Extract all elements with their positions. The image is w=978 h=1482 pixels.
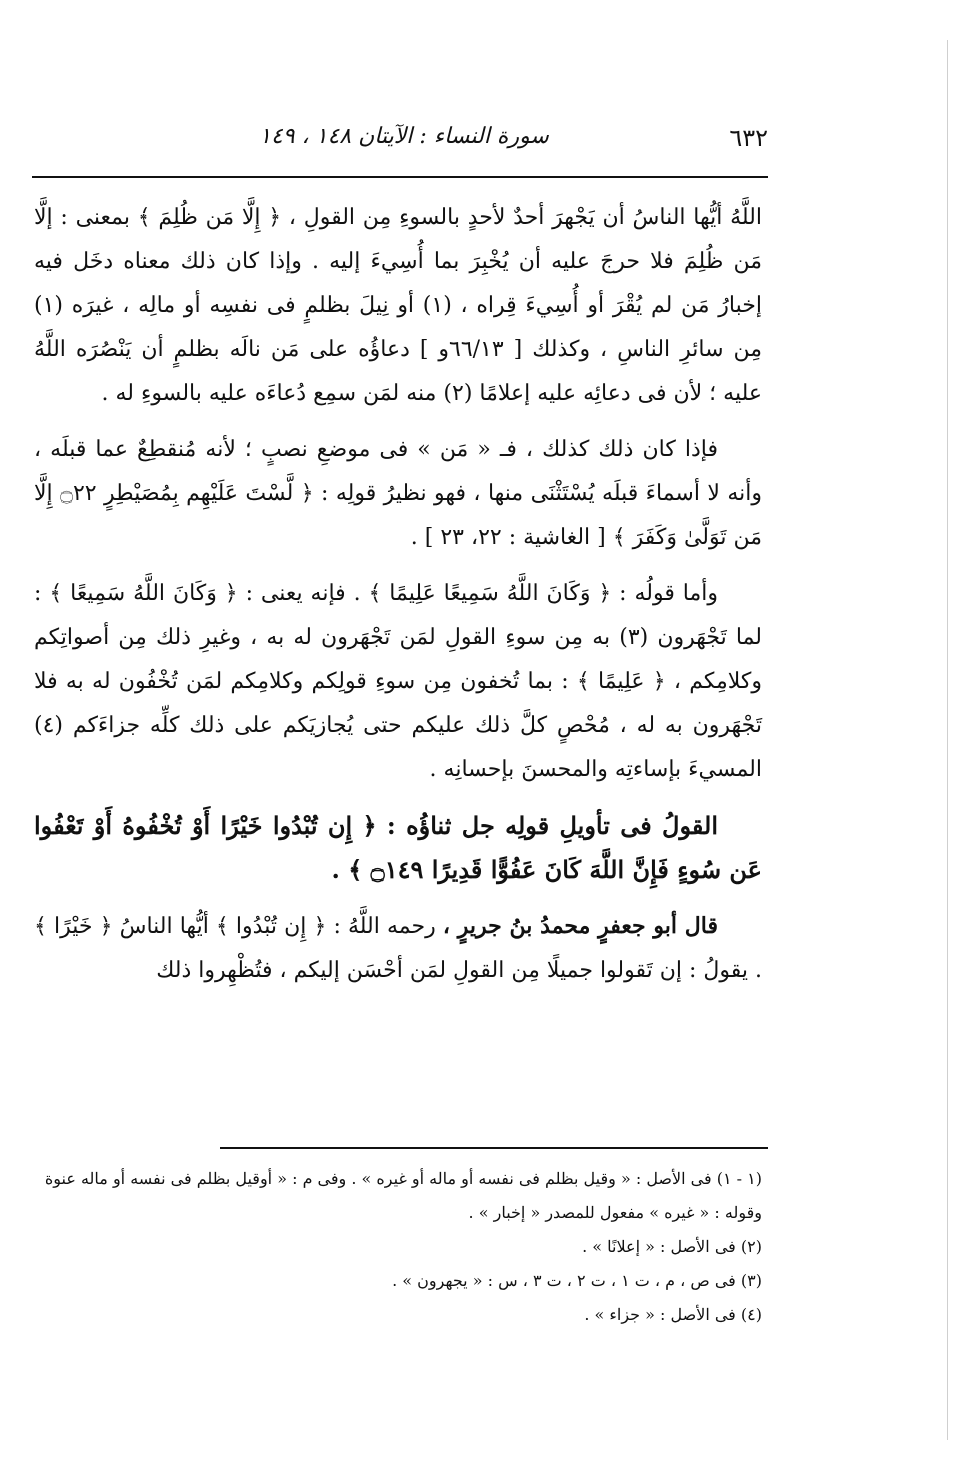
paragraph: اللَّهُ أيُّها الناسُ أن يَجْهرَ أحدٌ لأحدٍ بالسوءِ مِن القولِ ، ﴿ إِلَّا مَن ظُلِمَ ﴾ بمعنى : إلَّا مَن ظُلِمَ فلا حرجَ عليه أن يُخْبِرَ بما أُسِيءَ إليه . وإذا كان ذلك معناه دخَل فيه إخبارُ مَن لم يُقْرَ أو أُسِيءَ قِراه ، (١) أو نِيلَ بظلمٍ فى نفسِه أو مالِه ، غيرَه (١) مِن سائرِ الناسِ ، وكذلك [ ٦٦/١٣و ] دعاؤُه على مَن نالَه بظلمٍ أن يَنْصُرَه اللَّهُ عليه ؛ لأن فى دعائِه عليه إعلامًا (٢) منه لمَن سمِع دُعاءَه عليه بالسوءِ له . [34,205,762,406]
footnotes [34,1162,762,1332]
footnote: (٣) فى ص ، م ، ت ١ ، ت ٢ ، ت ٣ ، س : « يجهرون » . [392,1271,762,1290]
main-text [34,196,762,1005]
footnote: (١ - ١) فى الأصل : « وقيل بظلم فى نفسه أو ماله أو غيره » . وفى م : « أوقيل بظلم فى نفسه أو ماله عنوة وقوله : « غيره » مفعول للمصدر « إخبار » . [44,1169,762,1222]
binding-margin-line [947,40,948,1440]
footnote-rule [220,1147,768,1149]
footnote: (٤) فى الأصل : « جزاء » . [584,1305,762,1324]
author-lead: قال أبو جعفرٍ محمدُ بنُ جريرٍ ، [442,913,719,939]
page-number: ٦٣٢ [729,124,768,152]
paragraph: فإذا كان ذلك كذلك ، فـ « مَن » فى موضعِ نصبٍ ؛ لأنه مُنقطِعٌ عما قبلَه ، وأنه لا أسماءَ قبلَه يُسْتَثْنَى منها ، فهو نظيرُ قولِه : ﴿ لَّسْتَ عَلَيْهِم بِمُصَيْطِرٍ ۝٢٢ إِلَّا مَن تَوَلَّىٰ وَكَفَرَ ﴾ [ الغاشية : ٢٢، ٢٣ ] . [34,437,762,550]
paragraph [34,904,762,993]
running-head: سورة النساء : الآيتان ١٤٨ ، ١٤٩ [259,124,549,149]
header-rule [32,176,768,178]
paragraph: وأما قولُه : ﴿ وَكَانَ اللَّهُ سَمِيعًا عَلِيمًا ﴾ . فإنه يعنى : ﴿ وَكَانَ اللَّهُ سَمِيعًا ﴾ : لما تَجْهَرون (٣) به مِن سوءِ القولِ لمَن تَجْهَرون له به ، وغيرِ ذلك مِن أصواتِكم وكلامِكم ، ﴿ عَلِيمًا ﴾ : بما تُخفون مِن سوءِ قولِكم وكلامِكم لمَن تُخْفُون له به فلا تَجْهَرون به له ، مُحْصٍ كلَّ ذلك عليكم حتى يُجازيَكم على ذلك كلِّه جزاءَكم (٤) المسيءَ بإساءتِه والمحسنَ بإحسانِه . [34,581,762,782]
page-header [40,118,768,166]
footnote: (٢) فى الأصل : « إعلانًا » . [582,1237,762,1256]
section-heading: القولُ فى تأويلِ قولِه جل ثناؤُه : ﴿ إِن تُبْدُوا خَيْرًا أَوْ تُخْفُوهُ أَوْ تَعْفُوا عَن سُوءٍ فَإِنَّ اللَّهَ كَانَ عَفُوًّا قَدِيرًا ۝١٤٩ ﴾ . [34,811,762,884]
paragraph-text: رحمه اللَّهُ : ﴿ إِن تُبْدُوا ﴾ أيُّها الناسُ ﴿ خَيْرًا ﴾ . يقولُ : إن تَقولوا جميلًا مِن القولِ لمَن أحْسَن إليكم ، فتُظْهِروا ذلك [34,914,762,983]
